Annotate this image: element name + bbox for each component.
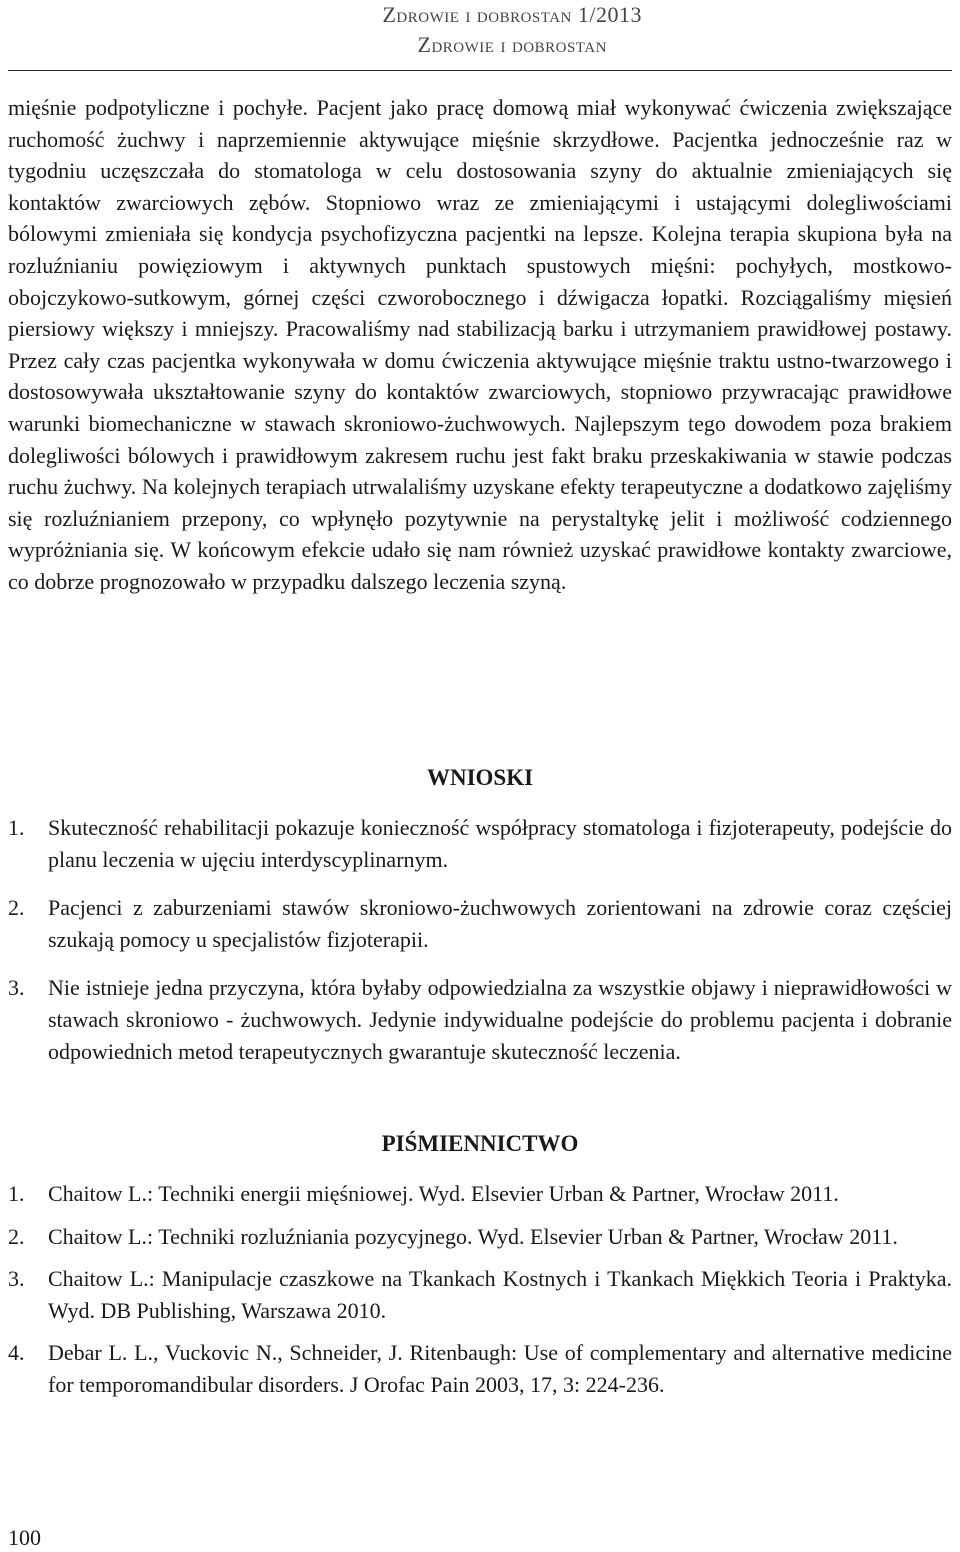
item-number: 3. <box>8 975 25 1001</box>
item-number: 2. <box>8 1223 25 1249</box>
item-text: Chaitow L.: Techniki rozluźniania pozycyjnego. Wyd. Elsevier Urban & Partner, Wrocław 2011. <box>48 1223 898 1249</box>
item-number: 1. <box>8 815 25 840</box>
item-number: 4. <box>8 1340 25 1366</box>
page-number: 100 <box>8 1525 41 1550</box>
running-header <box>382 0 642 60</box>
list-item <box>8 972 952 1067</box>
item-number: 1. <box>8 1181 25 1206</box>
list-item <box>8 892 952 955</box>
reference-item <box>8 1178 952 1210</box>
item-number: 3. <box>8 1266 25 1292</box>
item-text: Chaitow L.: Techniki energii mięśniowej. Wyd. Elsevier Urban & Partner, Wrocław 2011. <box>48 1181 839 1206</box>
reference-item <box>8 1221 952 1253</box>
header-rule <box>8 70 952 71</box>
item-text: Debar L. L., Vuckovic N., Schneider, J. Ritenbaugh: Use of complementary and alternative medicine for temporomandibular disorders. J Orofac Pain 2003, 17, 3: 224-236. <box>48 1340 952 1397</box>
item-text: Chaitow L.: Manipulacje czaszkowe na Tkankach Kostnych i Tkankach Miękkich Teoria i Praktyka. Wyd. DB Publishing, Warszawa 2010. <box>48 1266 952 1323</box>
item-number: 2. <box>8 895 25 921</box>
references-heading: PIŚMIENNICTWO <box>381 1131 579 1156</box>
item-text: Pacjenci z zaburzeniami stawów skroniowo-żuchwowych zorientowani na zdrowie coraz częściej szukają pomocy u specjalistów fizjoterapii. <box>48 895 952 952</box>
reference-item <box>8 1337 952 1400</box>
list-item <box>8 812 952 875</box>
journal-subtitle: Zdrowie i dobrostan <box>417 32 607 57</box>
references-list <box>8 1178 952 1412</box>
conclusions-heading: WNIOSKI <box>426 765 534 790</box>
conclusions-list <box>8 812 952 1084</box>
body-paragraph: mięśnie podpotyliczne i pochyłe. Pacjent jako pracę domową miał wykonywać ćwiczenia zwiększające ruchomość żuchwy i naprzemiennie aktywujące mięśnie skrzydłowe. Pacjentka jednocześnie raz w tygodniu uczęszczała do stomatologa w celu dostosowania szyny do aktualnie zmieniających się kontaktów zwarciowych zębów. Stopniowo wraz ze zmieniającymi i ustającymi dolegliwościami bólowymi zmieniała się kondycja psychofizyczna pacjentki na lepsze. Kolejna terapia skupiona była na rozluźnianiu powięziowym i aktywnych punktach spustowych mięśni: pochyłych, mostkowo-obojczykowo-sutkowym, górnej części czworobocznego i dźwigacza łopatki. Rozciągaliśmy mięsień piersiowy większy i mniejszy. Pracowaliśmy nad stabilizacją barku i utrzymaniem prawidłowej postawy. Przez cały czas pacjentka wykonywała w domu ćwiczenia aktywujące mięśnie traktu ustno-twarzowego i dostosowywała ukształtowanie szyny do kontaktów zwarciowych, stopniowo przywracając prawidłowe warunki biomechaniczne w stawach skroniowo-żuchwowych. Najlepszym tego dowodem poza brakiem dolegliwości bólowych i prawidłowym zakresem ruchu jest fakt braku przeskakiwania w stawie podczas ruchu żuchwy. Na kolejnych terapiach utrwalaliśmy uzyskane efekty terapeutyczne a dodatkowo zajęliśmy się rozluźnianiem przepony, co wpłynęło pozytywnie na perystaltykę jelit i możliwość codziennego wypróżniania się. W końcowym efekcie udało się nam również uzyskać prawidłowe kontakty zwarciowe, co dobrze prognozowało w przypadku dalszego leczenia szyną. <box>8 95 952 594</box>
item-text: Skuteczność rehabilitacji pokazuje konieczność współpracy stomatologa i fizjoterapeuty, podejście do planu leczenia w ujęciu interdyscyplinarnym. <box>48 815 952 872</box>
journal-title: Zdrowie i dobrostan 1/2013 <box>382 2 642 27</box>
reference-item <box>8 1263 952 1326</box>
item-text: Nie istnieje jedna przyczyna, która byłaby odpowiedzialna za wszystkie objawy i nieprawidłowości w stawach skroniowo - żuchwowych. Jedynie indywidualne podejście do problemu pacjenta i dobranie odpowiednich metod terapeutycznych gwarantuje skuteczność leczenia. <box>48 975 952 1064</box>
